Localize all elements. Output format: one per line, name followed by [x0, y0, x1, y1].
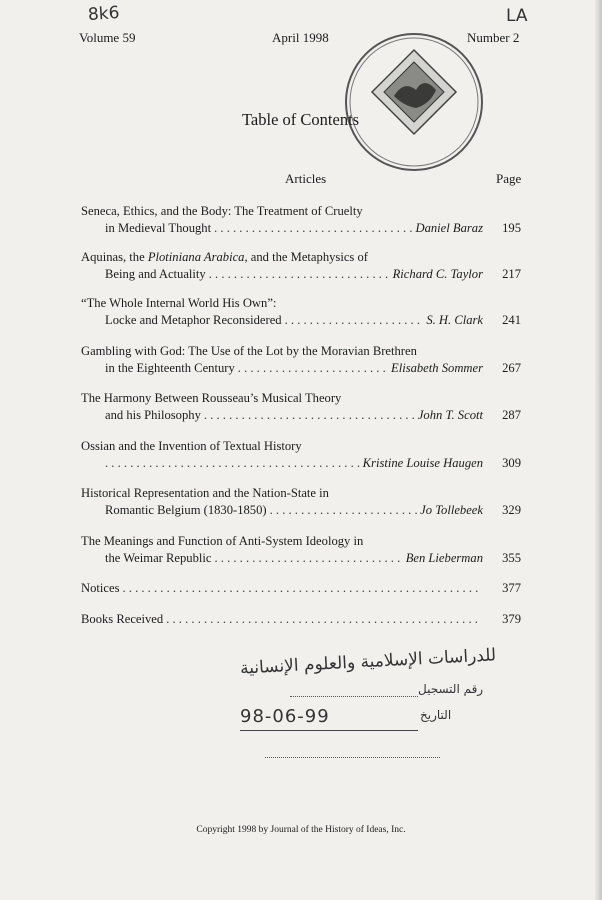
issue-date: April 1998 — [272, 30, 329, 45]
registration-date-line — [240, 730, 418, 731]
entry-title: Books Received — [81, 612, 164, 626]
leader-dots — [105, 455, 360, 472]
volume-label: Volume 59 — [79, 30, 136, 45]
entry-page: 267 — [502, 361, 521, 375]
entry-title: “The Whole Internal World His Own”: — [81, 296, 277, 310]
leader-dots — [204, 407, 415, 424]
entry-title: Aquinas, the Plotiniana Arabica, and the Metaphysics of — [81, 250, 368, 264]
entry-page: 217 — [502, 267, 521, 281]
handwritten-catalog-mark: 8k6 — [87, 2, 121, 26]
entry-author: Daniel Baraz — [415, 221, 483, 235]
registration-number-label: رقم التسجيل — [418, 682, 484, 696]
entry-title-cont: Locke and Metaphor Reconsidered — [105, 313, 282, 327]
toc-entry[interactable] — [81, 343, 521, 377]
entry-title-cont: in the Eighteenth Century — [105, 361, 235, 375]
handwritten-initials: LA — [506, 6, 528, 26]
toc-entry[interactable] — [81, 249, 521, 283]
entry-title-cont: in Medieval Thought — [105, 221, 212, 235]
page-title: Table of Contents — [242, 110, 360, 129]
entry-title: Notices — [81, 581, 120, 595]
issue-number: Number 2 — [467, 30, 520, 45]
entry-page: 377 — [502, 581, 521, 595]
entry-page: 195 — [502, 221, 521, 235]
toc-entry[interactable] — [81, 295, 521, 329]
registration-date-value: 98-06-99 — [240, 706, 330, 727]
toc-entry[interactable] — [81, 203, 521, 237]
registration-date-label: التاريخ — [420, 708, 452, 722]
entry-title-cont: and his Philosophy — [105, 408, 201, 422]
registration-stamp-heading: للدراسات الإسلامية والعلوم الإنسانية — [239, 645, 497, 679]
entry-author: John T. Scott — [417, 408, 483, 422]
entry-author: Ben Lieberman — [405, 551, 483, 565]
entry-title: Ossian and the Invention of Textual History — [81, 439, 302, 453]
leader-dots — [122, 580, 480, 597]
toc-entry-books-received[interactable] — [81, 611, 521, 628]
leader-dots — [214, 550, 402, 567]
entry-page: 379 — [502, 612, 521, 626]
entry-title: Seneca, Ethics, and the Body: The Treatment of Cruelty — [81, 204, 363, 218]
toc-entry-notices[interactable] — [81, 580, 521, 597]
entry-author: Kristine Louise Haugen — [362, 456, 483, 470]
copyright-notice: Copyright 1998 by Journal of the History of Ideas, Inc. — [196, 825, 406, 835]
page-column-header: Page — [496, 171, 522, 186]
leader-dots — [209, 266, 390, 283]
leader-dots — [238, 360, 388, 377]
entry-title-cont: Romantic Belgium (1830-1850) — [105, 503, 267, 517]
leader-dots — [270, 502, 418, 519]
library-stamp-seal — [332, 30, 494, 180]
leader-dots — [285, 312, 424, 329]
entry-author: Elisabeth Sommer — [391, 361, 483, 375]
page-edge-shadow — [594, 0, 602, 900]
entry-title-cont: the Weimar Republic — [105, 551, 212, 565]
entry-author: S. H. Clark — [426, 313, 483, 327]
entry-title-cont: Being and Actuality — [105, 267, 206, 281]
entry-page: 329 — [502, 503, 521, 517]
entry-title: The Meanings and Function of Anti-System Ideology in — [81, 534, 364, 548]
entry-page: 241 — [502, 313, 521, 327]
toc-entry[interactable] — [81, 438, 521, 472]
toc-entry[interactable] — [81, 390, 521, 424]
entry-author: Richard C. Taylor — [392, 267, 483, 281]
toc-entry[interactable] — [81, 485, 521, 519]
entry-page: 287 — [502, 408, 521, 422]
registration-number-line — [290, 696, 418, 697]
entry-author: Jo Tollebeek — [420, 503, 483, 517]
entry-title: The Harmony Between Rousseau’s Musical Theory — [81, 391, 342, 405]
entry-page: 355 — [502, 551, 521, 565]
articles-column-header: Articles — [285, 171, 327, 186]
registration-extra-line — [265, 757, 440, 758]
leader-dots — [166, 611, 480, 628]
toc-entry[interactable] — [81, 533, 521, 567]
entry-page: 309 — [502, 456, 521, 470]
leader-dots — [214, 220, 412, 237]
entry-title: Historical Representation and the Nation-State in — [81, 486, 329, 500]
entry-title: Gambling with God: The Use of the Lot by the Moravian Brethren — [81, 344, 417, 358]
